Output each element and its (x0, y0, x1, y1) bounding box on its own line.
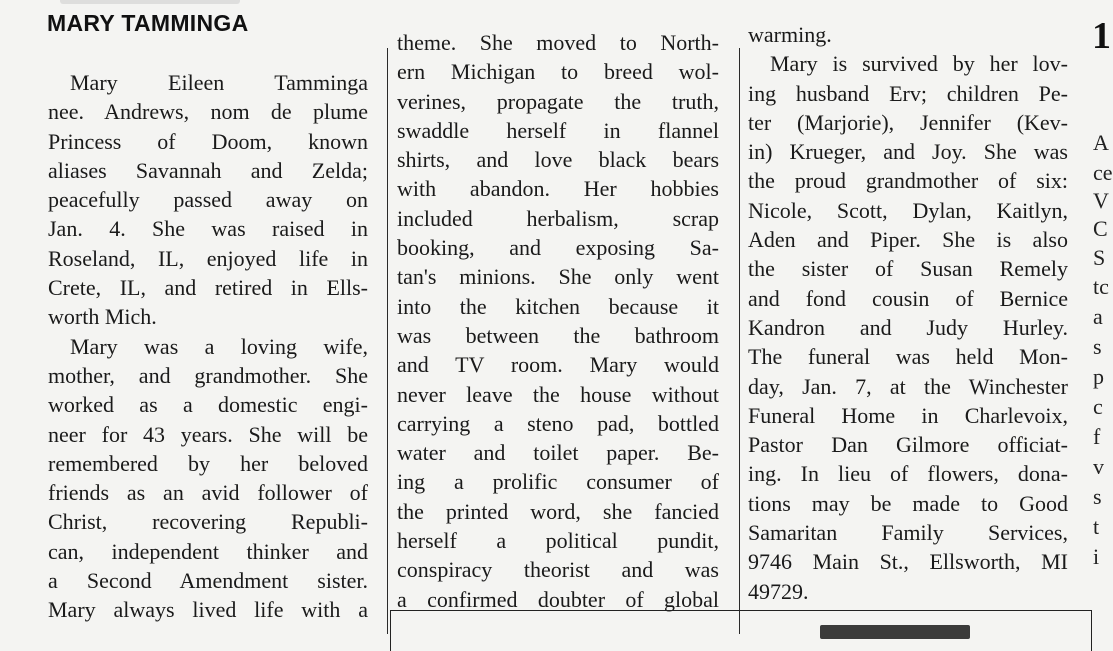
text-line: ern Michigan to breed wol- (397, 59, 719, 85)
text-line: remembered by her beloved (48, 450, 368, 476)
neighbor-letter: t (1093, 514, 1100, 539)
neighbor-letter: C (1093, 216, 1108, 241)
text-line: warming. (748, 22, 832, 47)
text-line: neer for 43 years. She will be (48, 421, 368, 447)
text-line: the sister of Susan Remely (748, 256, 1068, 282)
text-line: 49729. (748, 578, 809, 604)
text-line: was between the bathroom (397, 322, 719, 348)
neighbor-letter: ce (1093, 160, 1113, 185)
text-line: included herbalism, scrap (397, 205, 719, 231)
neighbor-letter: S (1093, 245, 1106, 270)
text-line: in) Krueger, and Joy. She was (748, 139, 1068, 165)
text-line: with abandon. Her hobbies (397, 176, 719, 202)
neighbor-letter: p (1093, 364, 1104, 389)
text-line: worth Mich. (48, 304, 157, 330)
text-line: Funeral Home in Charlevoix, (748, 402, 1068, 428)
text-line: 9746 Main St., Ellsworth, MI (748, 549, 1068, 575)
text-line: theme. She moved to North- (397, 30, 719, 55)
adjacent-ad-box-border (390, 610, 1092, 651)
article-column-2 (397, 28, 719, 614)
text-line: Mary was a loving wife, (70, 333, 368, 359)
neighbor-letter: f (1093, 424, 1101, 449)
text-line: Mary is survived by her lov- (770, 51, 1068, 77)
text-line: Crete, IL, and retired in Ells- (48, 275, 368, 301)
text-line: mother, and grandmother. She (48, 362, 368, 388)
obituary-title: MARY TAMMINGA (47, 10, 249, 36)
text-line: carrying a steno pad, bottled (397, 410, 719, 436)
text-line: friends as an avid follower of (48, 480, 368, 506)
text-line: Pastor Dan Gilmore officiat- (748, 432, 1068, 458)
text-line: the proud grandmother of six: (748, 168, 1068, 194)
neighbor-letter: s (1093, 334, 1102, 359)
text-line: and fond cousin of Bernice (748, 285, 1068, 311)
neighbor-letter: a (1093, 304, 1103, 329)
text-line: Kandron and Judy Hurley. (748, 314, 1068, 340)
text-line: Nicole, Scott, Dylan, Kaitlyn, (748, 197, 1068, 223)
text-line: a Second Amendment sister. (48, 568, 368, 594)
text-line: the printed word, she fancied (397, 498, 719, 524)
neighbor-letter: V (1093, 188, 1109, 213)
text-line: ing husband Erv; children Pe- (748, 80, 1068, 106)
text-line: Samaritan Family Services, (748, 520, 1068, 546)
text-line: tan's minions. She only went (397, 264, 719, 290)
text-line: tions may be made to Good (748, 490, 1068, 516)
text-line: Mary Eileen Tamminga (70, 70, 368, 95)
neighbor-letter: A (1093, 130, 1109, 155)
neighbor-heading-fragment: 1 (1092, 15, 1111, 57)
text-line: and TV room. Mary would (397, 352, 719, 378)
text-line: aliases Savannah and Zelda; (48, 157, 368, 183)
text-line: ing. In lieu of flowers, dona- (748, 461, 1068, 487)
article-column-1 (48, 68, 368, 625)
neighbor-letter: v (1093, 454, 1104, 479)
text-line: worked as a domestic engi- (48, 392, 368, 418)
neighbor-letter: s (1093, 484, 1102, 509)
cropped-masthead-fragment (60, 0, 240, 4)
article-column-3 (748, 20, 1068, 606)
text-line: water and toilet paper. Be- (397, 440, 719, 466)
text-line: Jan. 4. She was raised in (48, 216, 368, 242)
text-line: ter (Marjorie), Jennifer (Kev- (748, 109, 1068, 135)
text-line: verines, propagate the truth, (397, 88, 719, 114)
text-line: Mary always lived life with a (48, 597, 368, 623)
neighbor-letter: c (1093, 394, 1103, 419)
column-divider (739, 48, 740, 634)
text-line: never leave the house without (397, 381, 719, 407)
text-line: nee. Andrews, nom de plume (48, 99, 368, 125)
text-line: booking, and exposing Sa- (397, 235, 719, 261)
text-line: ing a prolific consumer of (397, 469, 719, 495)
neighbor-letter: i (1093, 544, 1100, 569)
text-line: can, independent thinker and (48, 538, 368, 564)
text-line: into the kitchen because it (397, 293, 719, 319)
text-line: Roseland, IL, enjoyed life in (48, 245, 368, 271)
cropped-ad-text-fragment (820, 625, 970, 639)
text-line: Princess of Doom, known (48, 128, 368, 154)
column-divider (387, 48, 388, 634)
text-line: a confirmed doubter of global (397, 586, 719, 612)
text-line: conspiracy theorist and was (397, 557, 719, 583)
text-line: The funeral was held Mon- (748, 344, 1068, 370)
text-line: shirts, and love black bears (397, 147, 719, 173)
text-line: swaddle herself in flannel (397, 117, 719, 143)
neighbor-letter: tc (1093, 274, 1109, 299)
text-line: day, Jan. 7, at the Winchester (748, 373, 1068, 399)
text-line: herself a political pundit, (397, 528, 719, 554)
text-line: peacefully passed away on (48, 187, 368, 213)
text-line: Christ, recovering Republi- (48, 509, 368, 535)
text-line: Aden and Piper. She is also (748, 227, 1068, 253)
